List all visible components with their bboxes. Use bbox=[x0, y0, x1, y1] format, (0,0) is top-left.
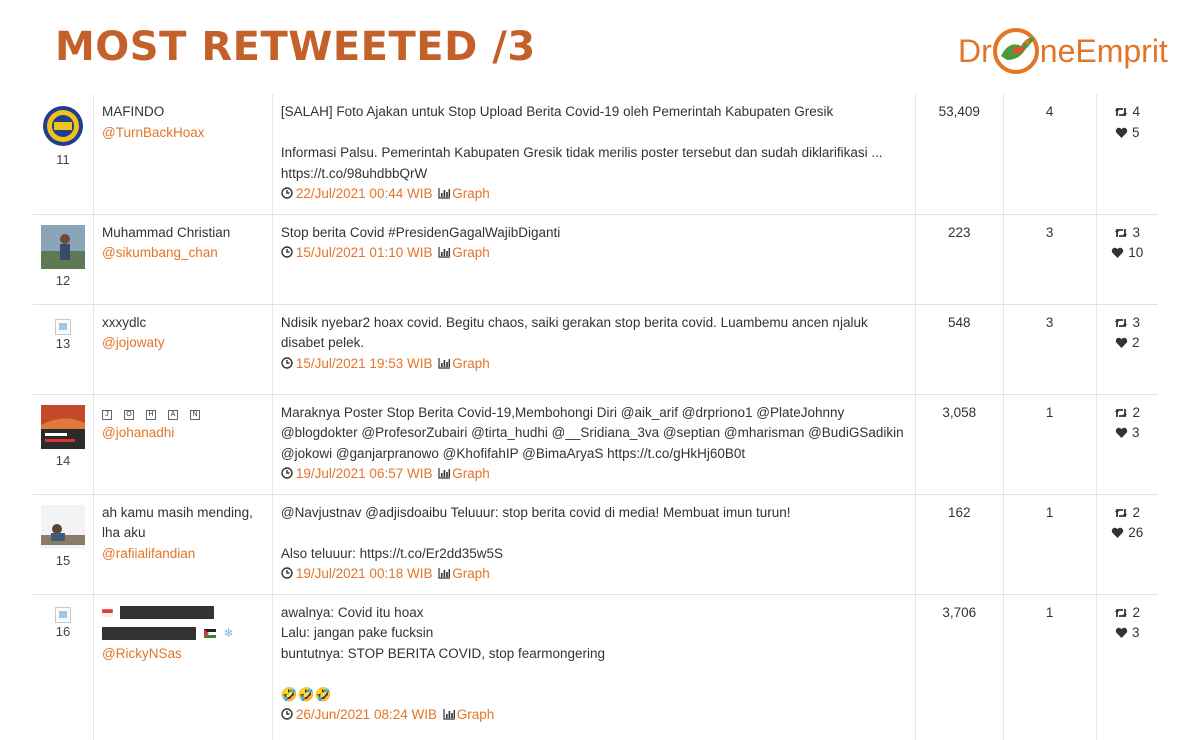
followers-cell bbox=[915, 494, 1003, 594]
user-name: MAFINDO bbox=[102, 104, 165, 119]
retweet-icon bbox=[1114, 106, 1128, 118]
rank-number: 13 bbox=[55, 335, 71, 351]
tweet-count: 3 bbox=[1045, 224, 1054, 240]
like-stat bbox=[1105, 123, 1151, 144]
followers-cell bbox=[915, 214, 1003, 304]
engagement-cell bbox=[1096, 304, 1158, 394]
table-row bbox=[33, 594, 1158, 740]
followers-count: 3,058 bbox=[942, 404, 977, 420]
user-name bbox=[102, 603, 264, 644]
followers-cell bbox=[915, 394, 1003, 494]
heart-icon bbox=[1115, 127, 1128, 139]
heart-icon bbox=[1111, 527, 1124, 539]
broken-avatar-image[interactable] bbox=[55, 607, 71, 623]
avatar[interactable] bbox=[41, 225, 85, 269]
redacted-name bbox=[102, 627, 196, 640]
retweet-stat bbox=[1105, 403, 1151, 424]
user-cell bbox=[94, 594, 273, 740]
user-name: ah kamu masih mending, lha aku bbox=[102, 504, 253, 540]
table-row bbox=[33, 394, 1158, 494]
engagement-cell bbox=[1096, 494, 1158, 594]
user-name: Muhammad Christian bbox=[102, 224, 231, 240]
avatar[interactable] bbox=[41, 104, 85, 148]
followers-count: 3,706 bbox=[942, 604, 977, 620]
tweet-text: awalnya: Covid itu hoax Lalu: jangan pake fucksin buntutnya: STOP BERITA COVID, stop fearmongering 🤣🤣🤣 bbox=[280, 604, 606, 702]
indonesia-flag-icon bbox=[102, 609, 113, 617]
tweet-text: [SALAH] Foto Ajakan untuk Stop Upload Berita Covid-19 oleh Pemerintah Kabupaten Gresik Informasi Palsu. Pemerintah Kabupaten Gresik tidak merilis poster tersebut dan sudah diklarifikasi ... https://t.co/98uhdbbQrW bbox=[280, 104, 883, 181]
like-stat bbox=[1105, 523, 1151, 544]
clock-icon bbox=[281, 357, 293, 369]
retweet-count: 3 bbox=[1132, 314, 1140, 330]
rank-number: 16 bbox=[55, 623, 71, 639]
name-char: J bbox=[102, 410, 112, 420]
count-cell bbox=[1003, 214, 1096, 304]
tweet-date-link[interactable]: 15/Jul/2021 19:53 WIB bbox=[295, 355, 433, 371]
name-char: N bbox=[190, 410, 200, 420]
retweet-stat bbox=[1105, 503, 1151, 524]
tweet-text: Ndisik nyebar2 hoax covid. Begitu chaos, saiki gerakan stop berita covid. Luambemu ancen njaluk disabet pelek. bbox=[280, 314, 868, 350]
retweet-count: 2 bbox=[1132, 404, 1140, 420]
engagement-cell bbox=[1096, 214, 1158, 304]
drone-emprit-logo bbox=[958, 26, 1168, 76]
retweet-icon bbox=[1114, 227, 1128, 239]
like-stat bbox=[1105, 243, 1151, 264]
retweet-stat bbox=[1105, 313, 1151, 334]
retweet-count: 3 bbox=[1132, 224, 1140, 240]
engagement-cell bbox=[1096, 394, 1158, 494]
like-count: 3 bbox=[1131, 625, 1140, 640]
tweet-meta bbox=[281, 464, 907, 485]
count-cell bbox=[1003, 304, 1096, 394]
like-stat bbox=[1105, 333, 1151, 354]
most-retweeted-table bbox=[33, 94, 1158, 740]
user-handle-link[interactable]: @TurnBackHoax bbox=[102, 124, 205, 140]
graph-link[interactable]: Graph bbox=[456, 707, 495, 722]
rank-number: 14 bbox=[55, 452, 71, 468]
retweet-stat bbox=[1105, 223, 1151, 244]
retweet-stat bbox=[1105, 102, 1151, 123]
retweet-icon bbox=[1114, 407, 1128, 419]
user-name bbox=[102, 403, 264, 424]
tweet-count: 1 bbox=[1045, 404, 1054, 420]
table-row bbox=[33, 214, 1158, 304]
count-cell bbox=[1003, 394, 1096, 494]
bar-chart-icon bbox=[438, 246, 451, 258]
followers-count: 53,409 bbox=[938, 104, 980, 119]
name-char: A bbox=[168, 410, 178, 420]
graph-link[interactable]: Graph bbox=[452, 355, 490, 371]
tweet-count: 1 bbox=[1045, 604, 1054, 620]
retweet-stat bbox=[1105, 603, 1151, 624]
followers-count: 548 bbox=[947, 314, 971, 330]
tweet-meta bbox=[281, 354, 907, 375]
avatar-cell bbox=[33, 394, 94, 494]
heart-icon bbox=[1111, 247, 1124, 259]
followers-count: 223 bbox=[947, 224, 971, 240]
retweet-icon bbox=[1114, 507, 1128, 519]
followers-count: 162 bbox=[947, 504, 971, 520]
table-row bbox=[33, 304, 1158, 394]
rank-number: 15 bbox=[55, 552, 71, 568]
snowflake-icon: ❄ bbox=[223, 626, 234, 640]
tweet-date-link[interactable]: 19/Jul/2021 06:57 WIB bbox=[295, 466, 433, 481]
heart-icon bbox=[1115, 427, 1128, 439]
heart-icon bbox=[1115, 337, 1128, 349]
like-stat bbox=[1105, 623, 1151, 644]
like-stat bbox=[1105, 423, 1151, 444]
clock-icon bbox=[281, 467, 293, 479]
count-cell bbox=[1003, 94, 1096, 214]
table-row bbox=[33, 94, 1158, 214]
tweet-text: Maraknya Poster Stop Berita Covid-19,Membohongi Diri @aik_arif @drpriono1 @PlateJohnny @blogdokter @ProfesorZubairi @tirta_hudhi @__Sridiana_3va @septian @mharisman @BudiGSadikin @jokowi @ganjarpranowo @KhofifahIP @BimaAryaS https://t.co/gHkHj60B0t bbox=[280, 404, 904, 461]
logo-text-end: neEmprit bbox=[1039, 33, 1168, 69]
tweet-date-link[interactable]: 22/Jul/2021 00:44 WIB bbox=[295, 186, 433, 201]
bar-chart-icon bbox=[438, 187, 451, 199]
retweet-icon bbox=[1114, 607, 1128, 619]
bar-chart-icon bbox=[443, 708, 456, 720]
avatar-cell bbox=[33, 94, 94, 214]
graph-link[interactable]: Graph bbox=[452, 245, 490, 260]
user-cell bbox=[94, 214, 273, 304]
user-cell bbox=[94, 394, 273, 494]
bar-chart-icon bbox=[438, 567, 451, 579]
heart-icon bbox=[1115, 627, 1128, 639]
tweet-date-link[interactable]: 15/Jul/2021 01:10 WIB bbox=[295, 245, 433, 260]
tweet-text: Stop berita Covid #PresidenGagalWajibDiganti bbox=[280, 224, 561, 240]
drone-bird-icon bbox=[991, 26, 1041, 76]
followers-cell bbox=[915, 304, 1003, 394]
like-count: 2 bbox=[1131, 335, 1140, 350]
broken-avatar-image[interactable] bbox=[55, 319, 71, 335]
tweet-cell bbox=[272, 94, 915, 214]
tweet-cell bbox=[272, 594, 915, 740]
tweet-count: 4 bbox=[1045, 104, 1054, 119]
user-cell bbox=[94, 494, 273, 594]
graph-link[interactable]: Graph bbox=[452, 466, 490, 481]
user-handle-link[interactable]: @RickyNSas bbox=[102, 645, 182, 661]
tweet-meta bbox=[281, 705, 907, 726]
user-handle-link[interactable]: @sikumbang_chan bbox=[102, 245, 218, 260]
followers-cell bbox=[915, 594, 1003, 740]
palestine-flag-icon bbox=[204, 629, 216, 638]
engagement-cell bbox=[1096, 594, 1158, 740]
tweet-count: 1 bbox=[1045, 504, 1054, 520]
page-title: MOST RETWEETED /3 bbox=[55, 24, 536, 70]
tweet-cell bbox=[272, 304, 915, 394]
retweet-count: 4 bbox=[1132, 104, 1140, 119]
tweet-date-link[interactable]: 26/Jun/2021 08:24 WIB bbox=[295, 707, 437, 722]
tweet-date-link[interactable]: 19/Jul/2021 00:18 WIB bbox=[295, 566, 433, 581]
clock-icon bbox=[281, 567, 293, 579]
clock-icon bbox=[281, 246, 293, 258]
avatar-cell bbox=[33, 594, 94, 740]
logo-text-start: Dr bbox=[958, 33, 992, 69]
tweet-text: @Navjustnav @adjisdoaibu Teluuur: stop berita covid di media! Membuat imun turun! Also teluuur: https://t.co/Er2dd35w5S bbox=[280, 504, 791, 561]
tweet-meta bbox=[281, 184, 907, 205]
retweet-count: 2 bbox=[1132, 604, 1140, 620]
avatar-cell bbox=[33, 494, 94, 594]
rank-number: 11 bbox=[56, 152, 70, 167]
avatar-cell bbox=[33, 304, 94, 394]
redacted-name bbox=[120, 606, 214, 619]
user-handle-link[interactable]: @johanadhi bbox=[102, 425, 175, 440]
bar-chart-icon bbox=[438, 357, 451, 369]
tweet-count: 3 bbox=[1045, 314, 1054, 330]
user-handle-link[interactable]: @rafiialifandian bbox=[102, 545, 196, 561]
bar-chart-icon bbox=[438, 467, 451, 479]
like-count: 10 bbox=[1128, 245, 1144, 260]
like-count: 5 bbox=[1131, 124, 1140, 140]
tweet-meta bbox=[281, 564, 907, 585]
like-count: 26 bbox=[1128, 525, 1144, 540]
like-count: 3 bbox=[1131, 425, 1140, 440]
tweet-cell bbox=[272, 394, 915, 494]
tweet-cell bbox=[272, 494, 915, 594]
name-char: O bbox=[124, 410, 134, 420]
clock-icon bbox=[281, 708, 293, 720]
avatar[interactable] bbox=[41, 405, 85, 449]
clock-icon bbox=[281, 187, 293, 199]
tweet-meta bbox=[281, 243, 907, 264]
user-cell bbox=[94, 94, 273, 214]
name-char: H bbox=[146, 410, 156, 420]
avatar[interactable] bbox=[41, 505, 85, 549]
rank-number: 12 bbox=[55, 272, 71, 288]
graph-link[interactable]: Graph bbox=[452, 186, 490, 201]
count-cell bbox=[1003, 494, 1096, 594]
user-handle-link[interactable]: @jojowaty bbox=[102, 335, 165, 350]
tweet-cell bbox=[272, 214, 915, 304]
table-row bbox=[33, 494, 1158, 594]
count-cell bbox=[1003, 594, 1096, 740]
engagement-cell bbox=[1096, 94, 1158, 214]
user-name: xxxydlc bbox=[102, 314, 147, 330]
user-cell bbox=[94, 304, 273, 394]
retweet-count: 2 bbox=[1132, 504, 1140, 520]
retweet-icon bbox=[1114, 317, 1128, 329]
avatar-cell bbox=[33, 214, 94, 304]
graph-link[interactable]: Graph bbox=[452, 566, 490, 581]
followers-cell bbox=[915, 94, 1003, 214]
